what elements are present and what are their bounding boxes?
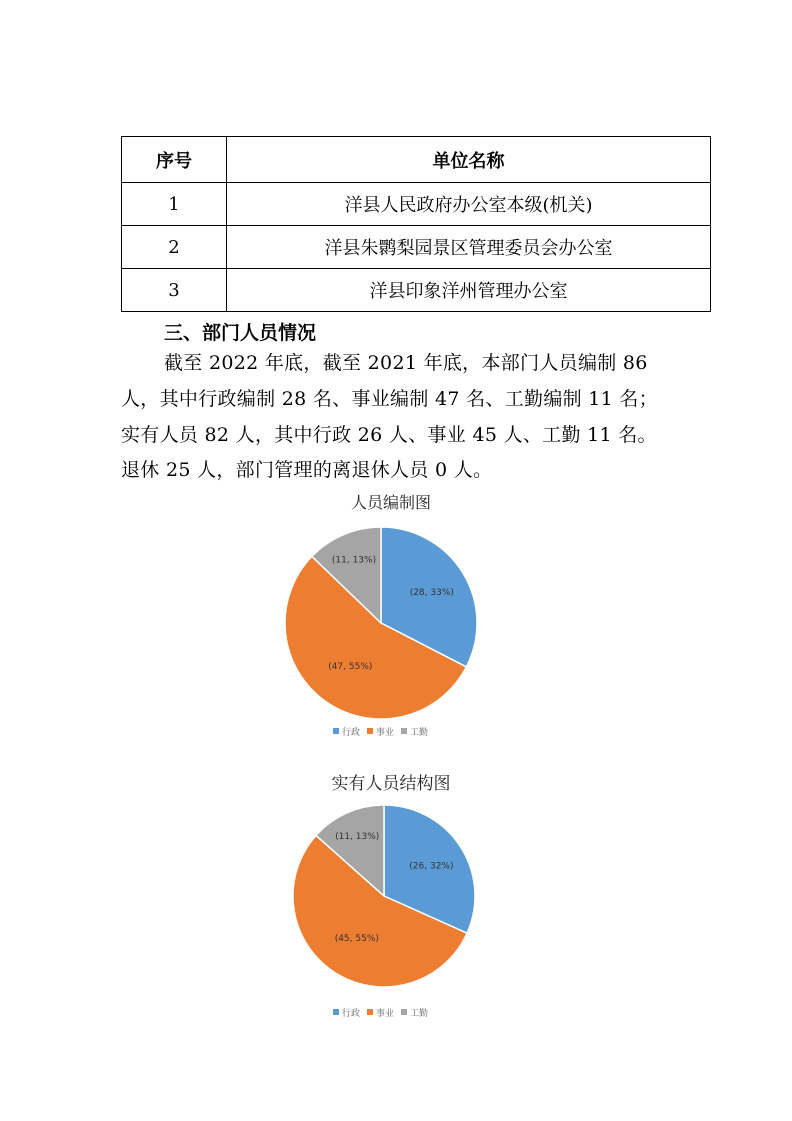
legend-label: 事业 <box>376 1009 395 1019</box>
unit-table <box>121 136 711 312</box>
paragraph-line: 截至 2022 年底，截至 2021 年底，本部门人员编制 86 <box>164 352 648 374</box>
actual-staff-pie-svg <box>247 763 535 1031</box>
data-label: (45, 55%) <box>334 934 379 944</box>
legend-swatch <box>367 1009 373 1015</box>
row-index: 3 <box>122 269 227 312</box>
data-label: (11, 13%) <box>335 832 380 843</box>
table-row <box>122 226 711 269</box>
paragraph-line: 实有人员 82 人，其中行政 26 人、事业 45 人、工勤 11 名。 <box>121 424 657 446</box>
chart-title: 人员编制图 <box>350 493 432 512</box>
row-unit-name: 洋县印象洋州管理办公室 <box>227 269 711 312</box>
row-index: 1 <box>122 183 227 226</box>
header-index: 序号 <box>122 137 227 183</box>
paragraph-line: 退休 25 人，部门管理的离退休人员 0 人。 <box>121 459 493 481</box>
legend-swatch <box>401 1009 407 1015</box>
table-row <box>122 269 711 312</box>
legend-swatch <box>333 1009 339 1015</box>
staffing-pie-chart <box>247 482 535 750</box>
legend-label: 行政 <box>342 728 361 738</box>
data-label: (26, 32%) <box>409 861 454 872</box>
chart-title: 实有人员结构图 <box>331 774 451 794</box>
row-unit-name: 洋县朱鹮梨园景区管理委员会办公室 <box>227 226 711 269</box>
section-heading: 三、部门人员情况 <box>164 322 317 344</box>
data-label: (11, 13%) <box>331 555 377 566</box>
actual-staff-pie-chart <box>247 763 535 1031</box>
legend-label: 工勤 <box>410 728 429 738</box>
row-unit-name: 洋县人民政府办公室本级(机关) <box>227 183 711 226</box>
staffing-pie-svg <box>247 482 535 750</box>
legend-swatch <box>401 728 407 734</box>
data-label: (28, 33%) <box>409 588 454 598</box>
legend-label: 工勤 <box>410 1009 429 1019</box>
paragraph-line: 人，其中行政编制 28 名、事业编制 47 名、工勤编制 11 名； <box>121 388 658 410</box>
legend-label: 事业 <box>376 728 395 738</box>
legend-swatch <box>333 728 339 734</box>
table-row <box>122 183 711 226</box>
legend-label: 行政 <box>342 1009 361 1019</box>
row-index: 2 <box>122 226 227 269</box>
data-label: (47, 55%) <box>328 661 373 672</box>
table-header-row <box>122 137 711 183</box>
header-unit-name: 单位名称 <box>227 137 711 183</box>
legend-swatch <box>367 728 373 734</box>
